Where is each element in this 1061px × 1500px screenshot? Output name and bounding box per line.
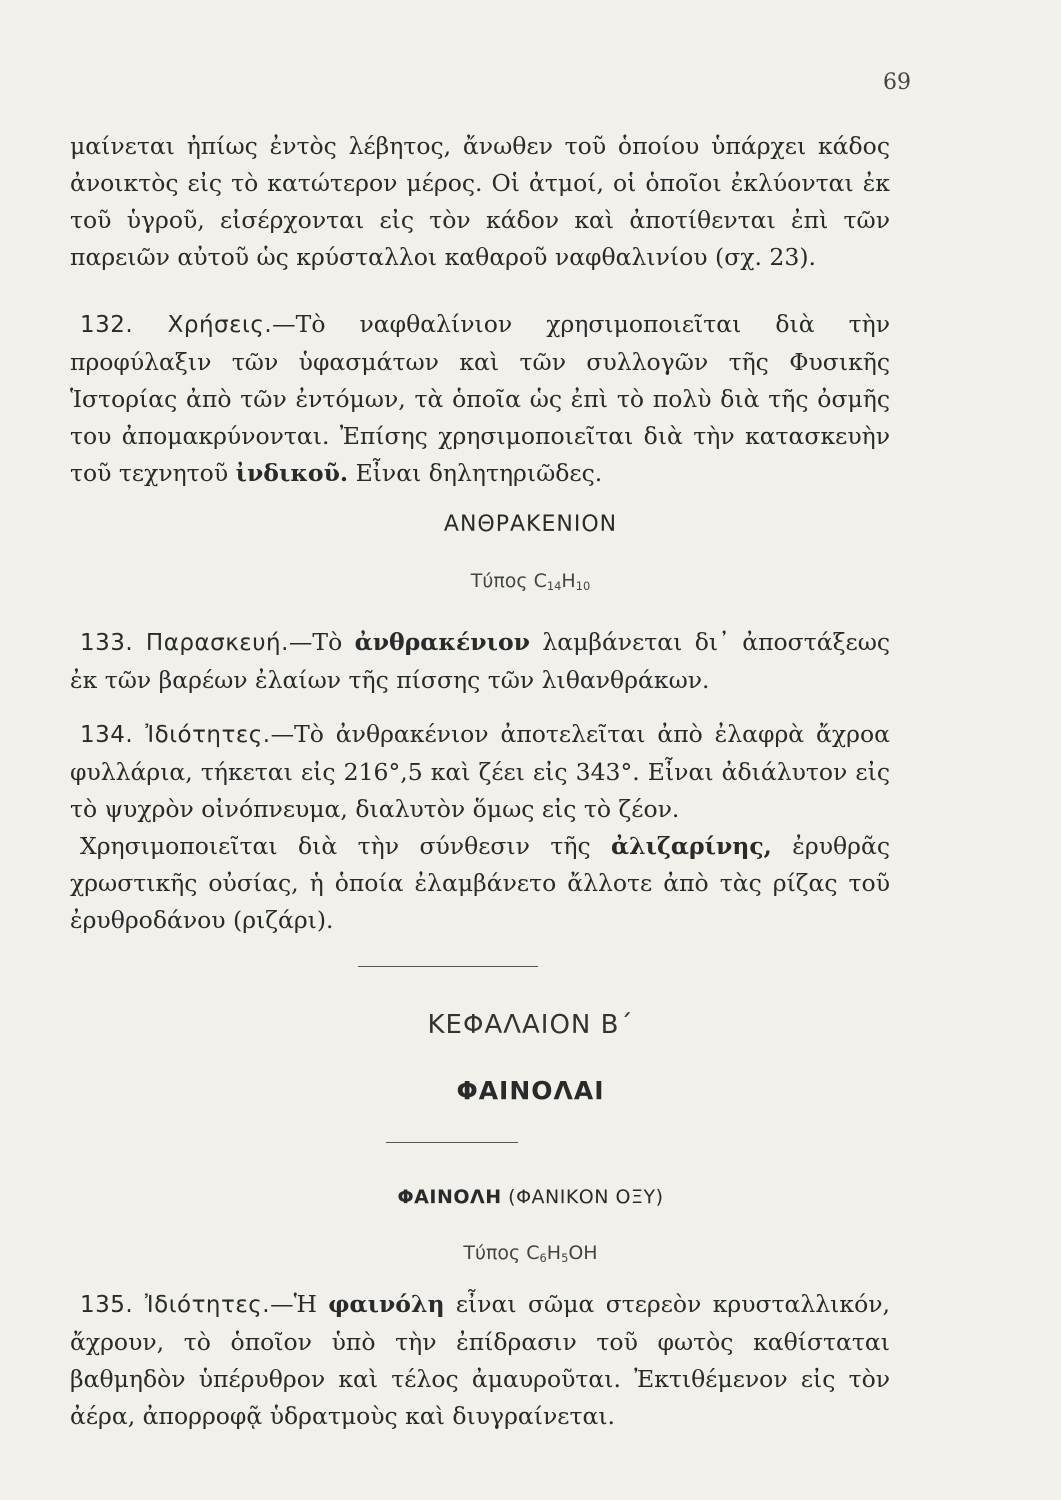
section-132-text-b: Εἶναι δηλητηριῶδες. [348, 459, 603, 487]
phenol-formula-c: C [526, 1242, 540, 1264]
section-132-paragraph [70, 306, 890, 492]
section-135 [70, 1286, 890, 1435]
phenol-type-label: Τύπος [463, 1242, 521, 1264]
section-132-heading: 132. Χρήσεις. [80, 312, 273, 338]
divider-rule-1 [358, 966, 538, 967]
phenol-title [0, 1186, 1061, 1208]
anthrakenion-title: ΑΝΘΡΑΚΕΝΙΟΝ [443, 512, 618, 537]
phenol-formula-rest: OH [568, 1242, 598, 1264]
phenol-title-bold: ΦΑΙΝΟΛΗ [397, 1186, 502, 1208]
intro-text: μαίνεται ἠπίως ἐντὸς λέβητος, ἄνωθεν τοῦ ὁποίου ὑπάρχει κάδος ἀνοικτὸς εἰς τὸ κατώτερον μέρος. Οἱ ἀτμοί, οἱ ὁποῖοι ἐκλύονται ἐκ τοῦ ὑγροῦ, εἰσέρχονται εἰς τὸν κάδον καὶ ἀποτίθενται ἐπὶ τῶν παρειῶν αὐτοῦ ὡς κρύσταλλοι καθαροῦ ναφθαλινίου (σχ. 23). [70, 132, 890, 271]
section-132 [70, 306, 890, 492]
section-133-text-a: —Τὸ [288, 628, 355, 656]
section-133 [70, 624, 890, 699]
section-133-bold: ἀνθρακένιον [354, 628, 530, 656]
section-134-bold: ἀλιζαρίνης, [611, 832, 772, 860]
section-133-heading: 133. Παρασκευή. [80, 630, 289, 656]
section-132-bold: ἰνδικοῦ. [235, 459, 349, 487]
chapter-label: ΚΕΦΑΛΑΙΟΝ Β΄ [427, 1010, 634, 1040]
section-133-paragraph [70, 624, 890, 699]
section-134-text-a: —Τὸ ἀνθρακένιον ἀποτελεῖται ἀπὸ ἐλαφρὰ ἄχροα φυλλάρια, τήκεται εἰς 216°,5 καὶ ζέει εἰς 343°. Εἶναι ἀδιάλυτον εἰς τὸ ψυχρὸν οἰνόπνευμα, διαλυτὸν ὅμως εἰς τὸ ζέον. [70, 720, 890, 823]
anthrakenion-type-label: Τύπος [470, 570, 528, 592]
section-134-text-d: ἐρυθρᾶς χρωστικῆς οὐσίας, ἡ ὁποία ἐλαμβάνετο ἄλλοτε ἀπὸ τὰς ρίζας τοῦ ἐρυθροδάνου (ριζάρι). [70, 832, 890, 934]
phenol-formula-c-sub: 6 [539, 1251, 547, 1265]
anthrakenion-formula-h-sub: 10 [575, 579, 591, 593]
section-132-text-a: —Τὸ ναφθαλίνιον χρησιμοποιεῖται διὰ τὴν προφύλαξιν τῶν ὑφασμάτων καὶ τῶν συλλογῶν τῆς Φυσικῆς Ἱστορίας ἀπὸ τῶν ἐντόμων, τὰ ὁποῖα ὡς ἐπὶ τὸ πολὺ διὰ τῆς ὀσμῆς του ἀπομακρύνονται. Ἐπίσης χρησιμοποιεῖται διὰ τὴν κατασκευὴν τοῦ τεχνητοῦ [70, 310, 891, 487]
section-135-text-a: —Ἡ [270, 1290, 329, 1318]
section-135-paragraph [70, 1286, 890, 1435]
phenol-formula-h-sub: 5 [561, 1251, 569, 1265]
anthrakenion-formula-c: C [533, 570, 547, 592]
anthrakenion-formula-c-sub: 14 [546, 579, 562, 593]
chapter-title: ΦΑΙΝΟΛΑΙ [456, 1076, 605, 1105]
section-134-heading: 134. Ἰδιότητες. [80, 722, 271, 748]
phenol-formula-h: H [546, 1242, 562, 1264]
section-133-text-b: λαμβάνεται δι᾽ ἀποστάξεως ἐκ τῶν βαρέων ἐλαίων τῆς πίσσης τῶν λιθανθράκων. [70, 628, 891, 694]
divider-rule-2 [386, 1142, 518, 1143]
phenol-title-paren: (ΦΑΝΙΚΟΝ ΟΞΥ) [508, 1186, 664, 1208]
phenol-formula [0, 1242, 1061, 1265]
section-135-heading: 135. Ἰδιότητες. [80, 1292, 271, 1318]
page-number: 69 [883, 70, 911, 95]
intro-paragraph [70, 128, 890, 276]
anthrakenion-formula-h: H [561, 570, 576, 592]
section-135-text-b: εἶναι σῶμα στερεὸν κρυσταλλικόν, ἄχρουν, τὸ ὁποῖον ὑπὸ τὴν ἐπίδρασιν τοῦ φωτὸς καθίσταται βαθμηδὸν ὑπέρυθρον καὶ τέλος ἀμαυροῦται. Ἐκτιθέμενον εἰς τὸν ἀέρα, ἀπορροφᾷ ὑδρατμοὺς καὶ διυγραίνεται. [70, 1290, 890, 1430]
section-134 [70, 716, 890, 939]
section-134-text-c: Χρησιμοποιεῖται διὰ τὴν σύνθεσιν τῆς [80, 832, 612, 860]
anthrakenion-formula [0, 570, 1061, 593]
section-134-paragraph-1 [70, 716, 890, 828]
section-135-bold: φαινόλη [328, 1290, 445, 1318]
section-134-paragraph-2 [70, 828, 890, 939]
